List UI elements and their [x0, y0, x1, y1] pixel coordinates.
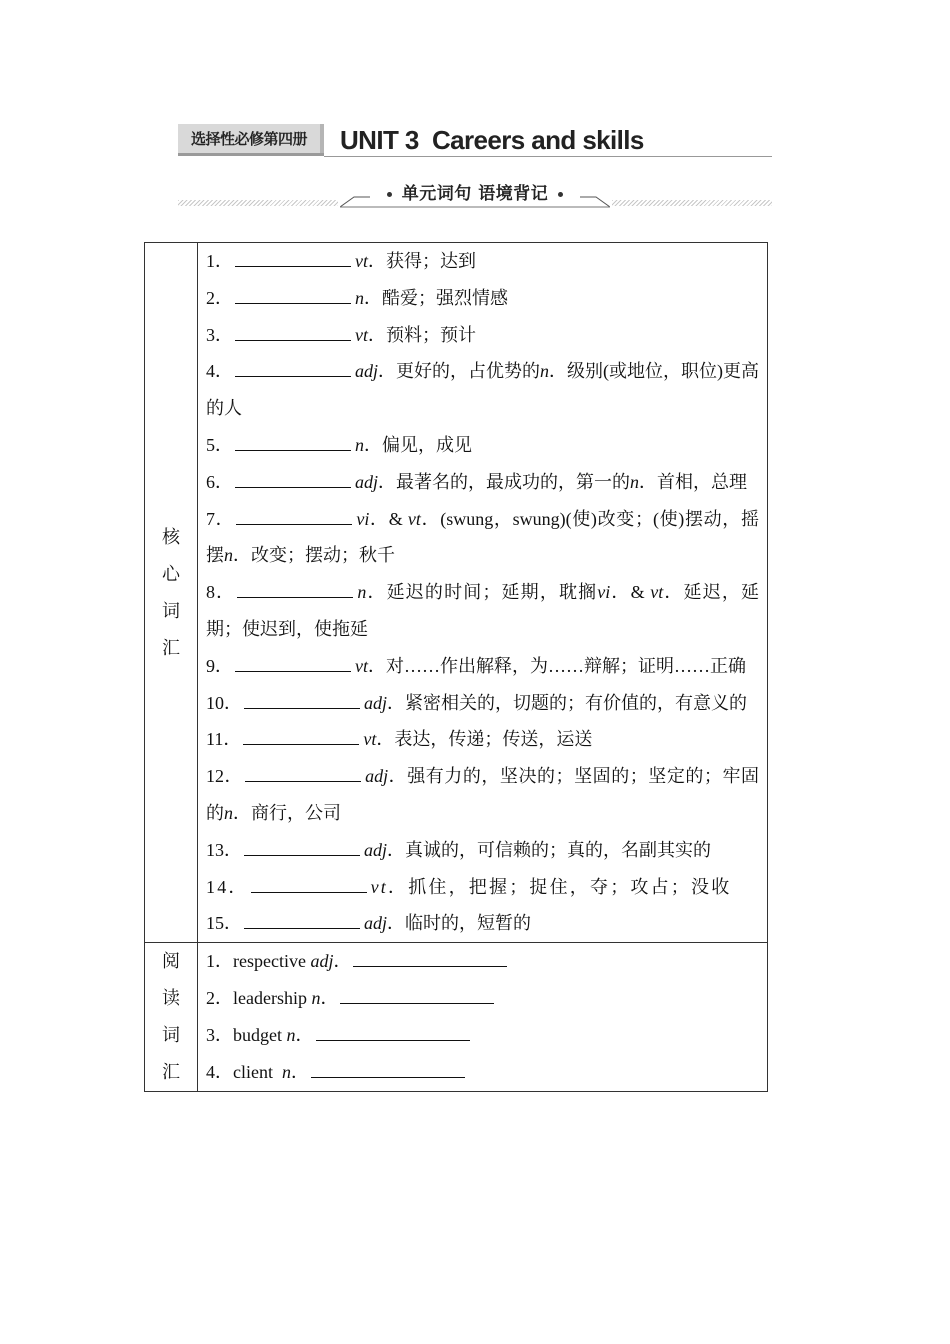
banner-title: 单元词句 语境背记 [401, 184, 549, 204]
answer-blank[interactable] [251, 891, 367, 893]
reading-label-char: 汇 [162, 1062, 180, 1083]
answer-blank[interactable] [340, 1002, 494, 1004]
core-vocab-row [145, 243, 768, 943]
answer-blank[interactable] [235, 486, 351, 488]
answer-blank[interactable] [316, 1039, 470, 1041]
core-vocab-label [145, 243, 198, 943]
reading-vocab-items [198, 943, 768, 1092]
unit-title: UNIT 3 Careers and skills [340, 125, 644, 155]
answer-blank[interactable] [235, 302, 351, 304]
vocab-item-13: 13． adj．真诚的，可信赖的；真的，名副其实的 [206, 839, 712, 860]
banner-title-wrap [178, 182, 772, 206]
banner-dot-left [387, 192, 392, 197]
answer-blank[interactable] [244, 707, 360, 709]
core-label-char: 汇 [162, 637, 180, 658]
vocab-item-12: 12． adj．强有力的，坚决的；坚固的；坚定的；牢固的n．商行，公司 [206, 766, 760, 823]
vocab-item-14: 14． vt．抓住，把握；捉住，夺；攻占；没收 [206, 876, 732, 897]
header-rule [324, 156, 772, 157]
answer-blank[interactable] [235, 339, 351, 341]
vocab-item-9: 9． vt．对……作出解释，为……辩解；证明……正确 [206, 655, 746, 676]
vocab-item-15: 15． adj．临时的，短暂的 [206, 913, 532, 934]
book-tag-shadow [178, 153, 324, 156]
reading-vocab-row [145, 943, 768, 1092]
answer-blank[interactable] [235, 375, 351, 377]
answer-blank[interactable] [235, 449, 351, 451]
vocab-item-2: 2． n．酷爱；强烈情感 [206, 287, 508, 308]
vocab-item-7: 7． vi．& vt．(swung，swung)(使)改变；(使)摆动，摇摆n．改变；摆动；秋千 [206, 508, 759, 566]
reading-label-char: 读 [162, 988, 180, 1009]
vocab-table [144, 242, 768, 1092]
answer-blank[interactable] [244, 927, 360, 929]
unit-header [178, 122, 772, 158]
reading-item-3: 3．budget n． [206, 1017, 759, 1054]
answer-blank[interactable] [353, 965, 507, 967]
reading-label-char: 词 [162, 1025, 180, 1046]
section-banner [178, 182, 772, 212]
vocab-item-10: 10． adj．紧密相关的，切题的；有价值的，有意义的 [206, 692, 748, 713]
vocab-item-11: 11． vt．表达，传递；传送，运送 [206, 729, 593, 750]
vocab-item-3: 3． vt．预料；预计 [206, 324, 476, 345]
answer-blank[interactable] [311, 1076, 465, 1078]
reading-item-2: 2．leadership n． [206, 980, 759, 1017]
answer-blank[interactable] [237, 596, 353, 598]
answer-blank[interactable] [235, 670, 351, 672]
banner-dot-right [558, 192, 563, 197]
reading-label-char: 阅 [162, 951, 180, 972]
vocab-item-8: 8． n．延迟的时间；延期，耽搁vi．& vt．延迟，延期；使迟到，使拖延 [206, 582, 760, 639]
answer-blank[interactable] [245, 780, 361, 782]
vocab-item-1: 1． vt．获得；达到 [206, 251, 476, 271]
core-vocab-items [198, 243, 768, 943]
reading-item-1: 1．respective adj． [206, 943, 759, 980]
core-label-char: 核 [162, 526, 180, 547]
reading-item-4: 4．client n． [206, 1054, 759, 1091]
answer-blank[interactable] [236, 523, 352, 525]
vocab-item-4: 4． adj．更好的，占优势的n．级别(或地位，职位)更高的人 [206, 361, 760, 419]
vocab-item-5: 5． n．偏见，成见 [206, 434, 472, 455]
reading-vocab-label [145, 943, 198, 1092]
answer-blank[interactable] [243, 743, 359, 745]
book-tag: 选择性必修第四册 [178, 124, 324, 154]
answer-blank[interactable] [244, 854, 360, 856]
vocab-item-6: 6． adj．最著名的，最成功的，第一的n．首相，总理 [206, 471, 748, 492]
core-label-char: 词 [162, 600, 180, 621]
answer-blank[interactable] [235, 265, 351, 267]
core-label-char: 心 [162, 563, 180, 584]
